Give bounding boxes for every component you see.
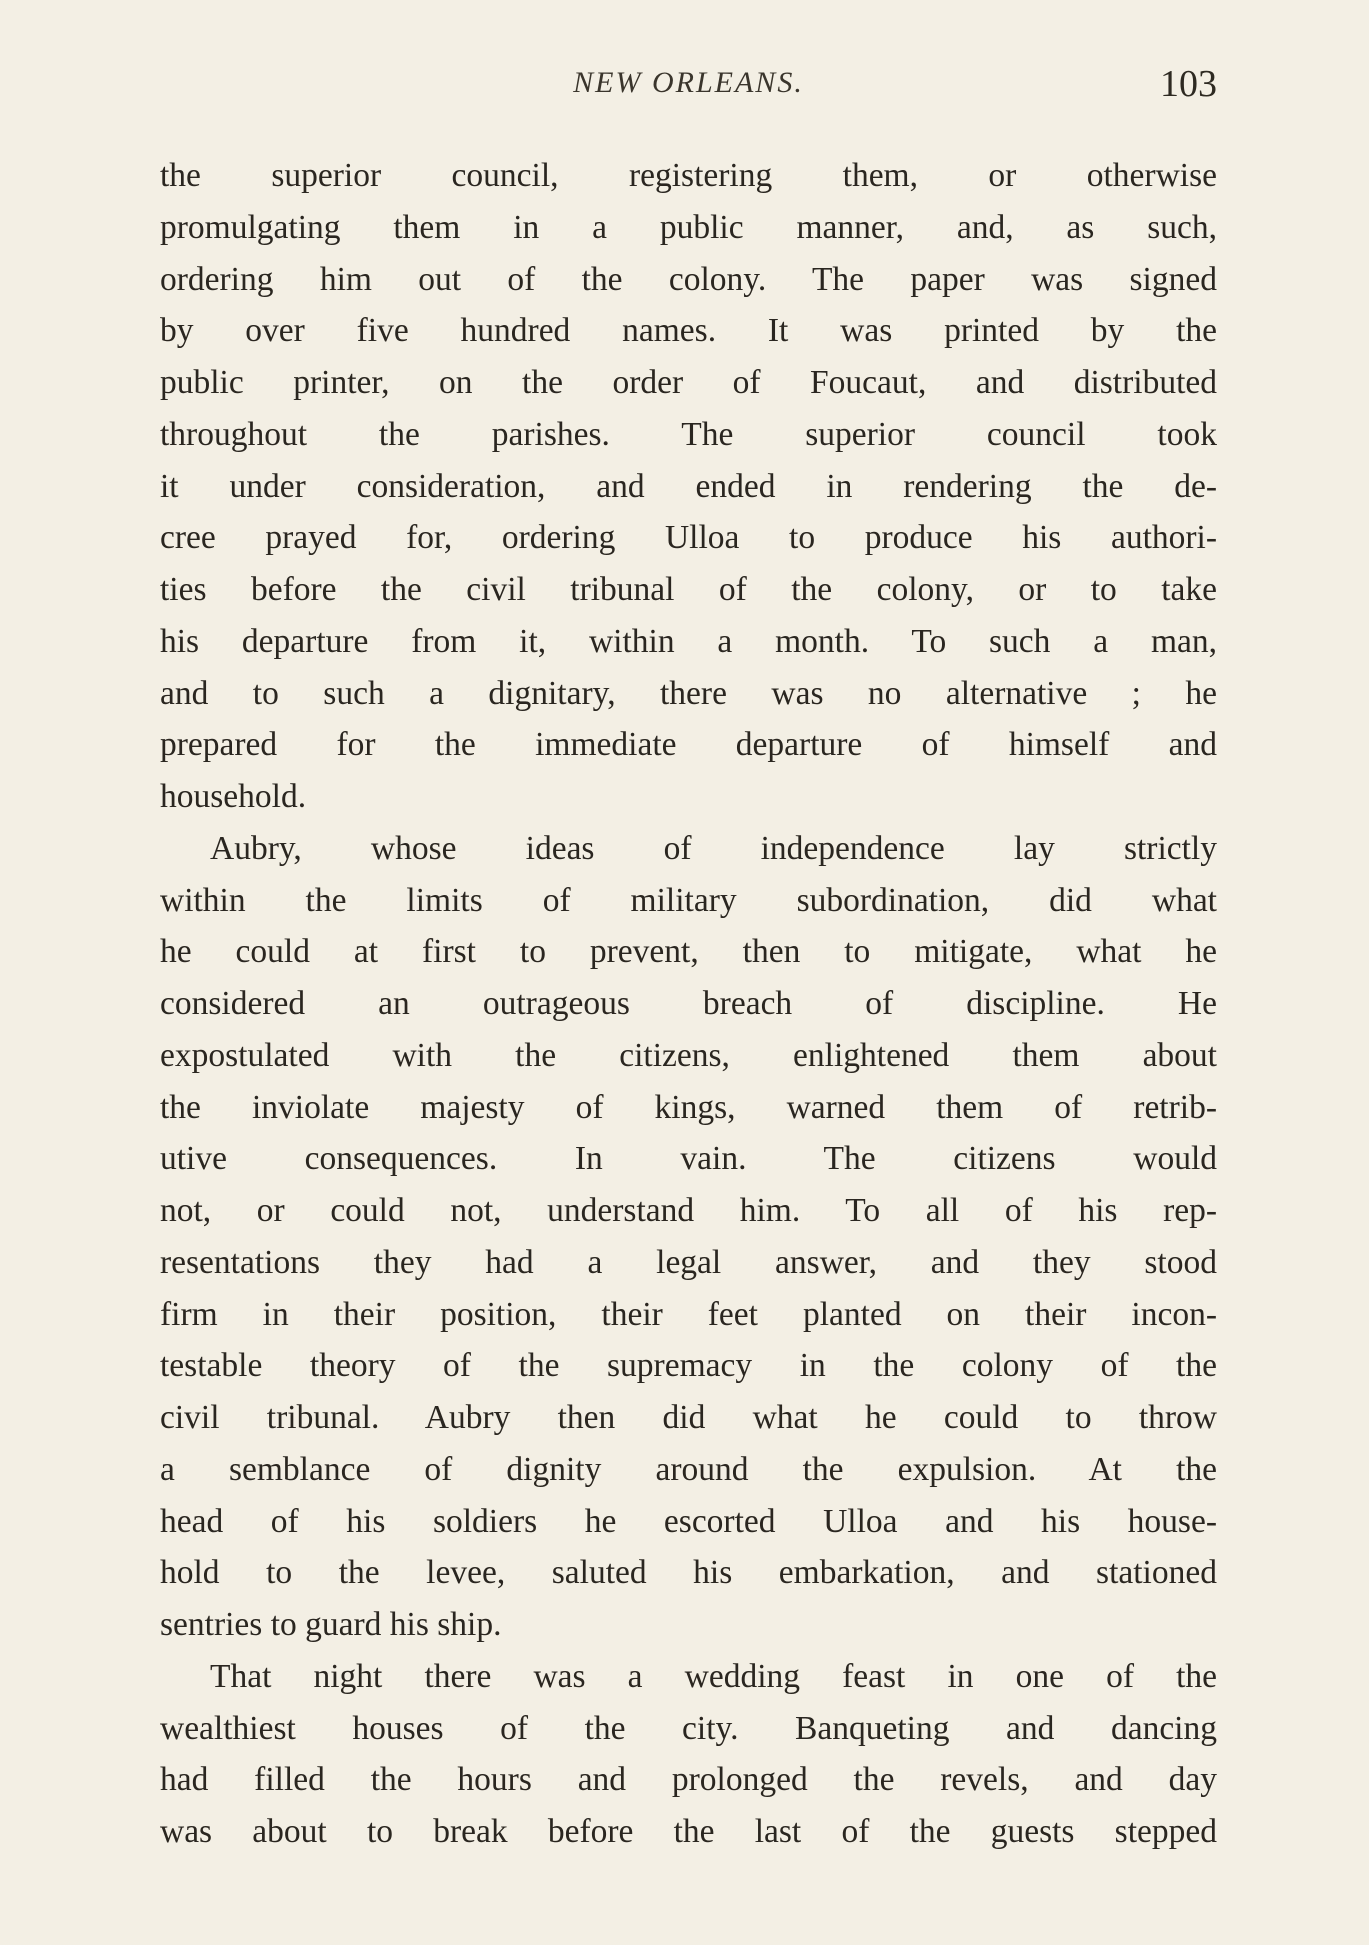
page-number: 103 — [1160, 63, 1217, 105]
text-line: Aubry, whose ideas of independence lay strictly — [210, 829, 1217, 867]
text-line: and to such a dignitary, there was no alternative ; he — [160, 674, 1217, 712]
text-line: the inviolate majesty of kings, warned them of retrib- — [160, 1088, 1217, 1126]
running-title: NEW ORLEANS. — [573, 66, 804, 99]
text-line: civil tribunal. Aubry then did what he could to throw — [160, 1399, 1217, 1436]
text-line: ordering him out of the colony. The paper was signed — [160, 260, 1217, 298]
text-line: it under consideration, and ended in rendering the de- — [160, 467, 1217, 505]
text-line: promulgating them in a public manner, and, as such, — [160, 208, 1217, 246]
text-line: household. — [160, 778, 307, 815]
text-line: by over five hundred names. It was printed by the — [160, 312, 1217, 350]
text-line: public printer, on the order of Foucaut, and distributed — [160, 364, 1217, 401]
text-line: the superior council, registering them, or otherwise — [160, 157, 1217, 194]
text-line: considered an outrageous breach of discipline. He — [160, 985, 1217, 1022]
text-line: expostulated with the citizens, enlightened them about — [160, 1036, 1217, 1074]
paragraph-2 — [160, 823, 1217, 1651]
text-line: throughout the parishes. The superior council took — [160, 415, 1217, 453]
text-line: wealthiest houses of the city. Banqueting and dancing — [160, 1709, 1217, 1747]
text-line: his departure from it, within a month. To such a man, — [160, 622, 1217, 660]
running-head — [160, 63, 1217, 116]
paragraph-3 — [160, 1651, 1217, 1858]
text-line: prepared for the immediate departure of himself and — [160, 726, 1217, 764]
text-line: resentations they had a legal answer, and they stood — [160, 1243, 1217, 1281]
text-line: utive consequences. In vain. The citizens would — [160, 1140, 1217, 1178]
text-line: within the limits of military subordination, did what — [160, 881, 1217, 919]
text-line: hold to the levee, saluted his embarkation, and stationed — [160, 1554, 1217, 1592]
text-line: firm in their position, their feet planted on their incon- — [160, 1295, 1217, 1333]
text-line: had filled the hours and prolonged the revels, and day — [160, 1761, 1217, 1799]
text-line: not, or could not, understand him. To all of his rep- — [160, 1192, 1217, 1229]
text-line: head of his soldiers he escorted Ulloa and his house- — [160, 1502, 1217, 1540]
body-text — [160, 150, 1217, 1858]
text-line: cree prayed for, ordering Ulloa to produce his authori- — [160, 519, 1217, 557]
text-line: a semblance of dignity around the expulsion. At the — [160, 1450, 1217, 1488]
text-line: ties before the civil tribunal of the colony, or to take — [160, 571, 1217, 608]
text-line: That night there was a wedding feast in one of the — [210, 1657, 1217, 1695]
paragraph-1 — [160, 150, 1217, 823]
text-line: testable theory of the supremacy in the colony of the — [160, 1347, 1217, 1385]
text-line: was about to break before the last of the guests stepped — [160, 1813, 1217, 1850]
text-line: he could at first to prevent, then to mitigate, what he — [160, 933, 1217, 971]
text-line: sentries to guard his ship. — [160, 1606, 502, 1643]
